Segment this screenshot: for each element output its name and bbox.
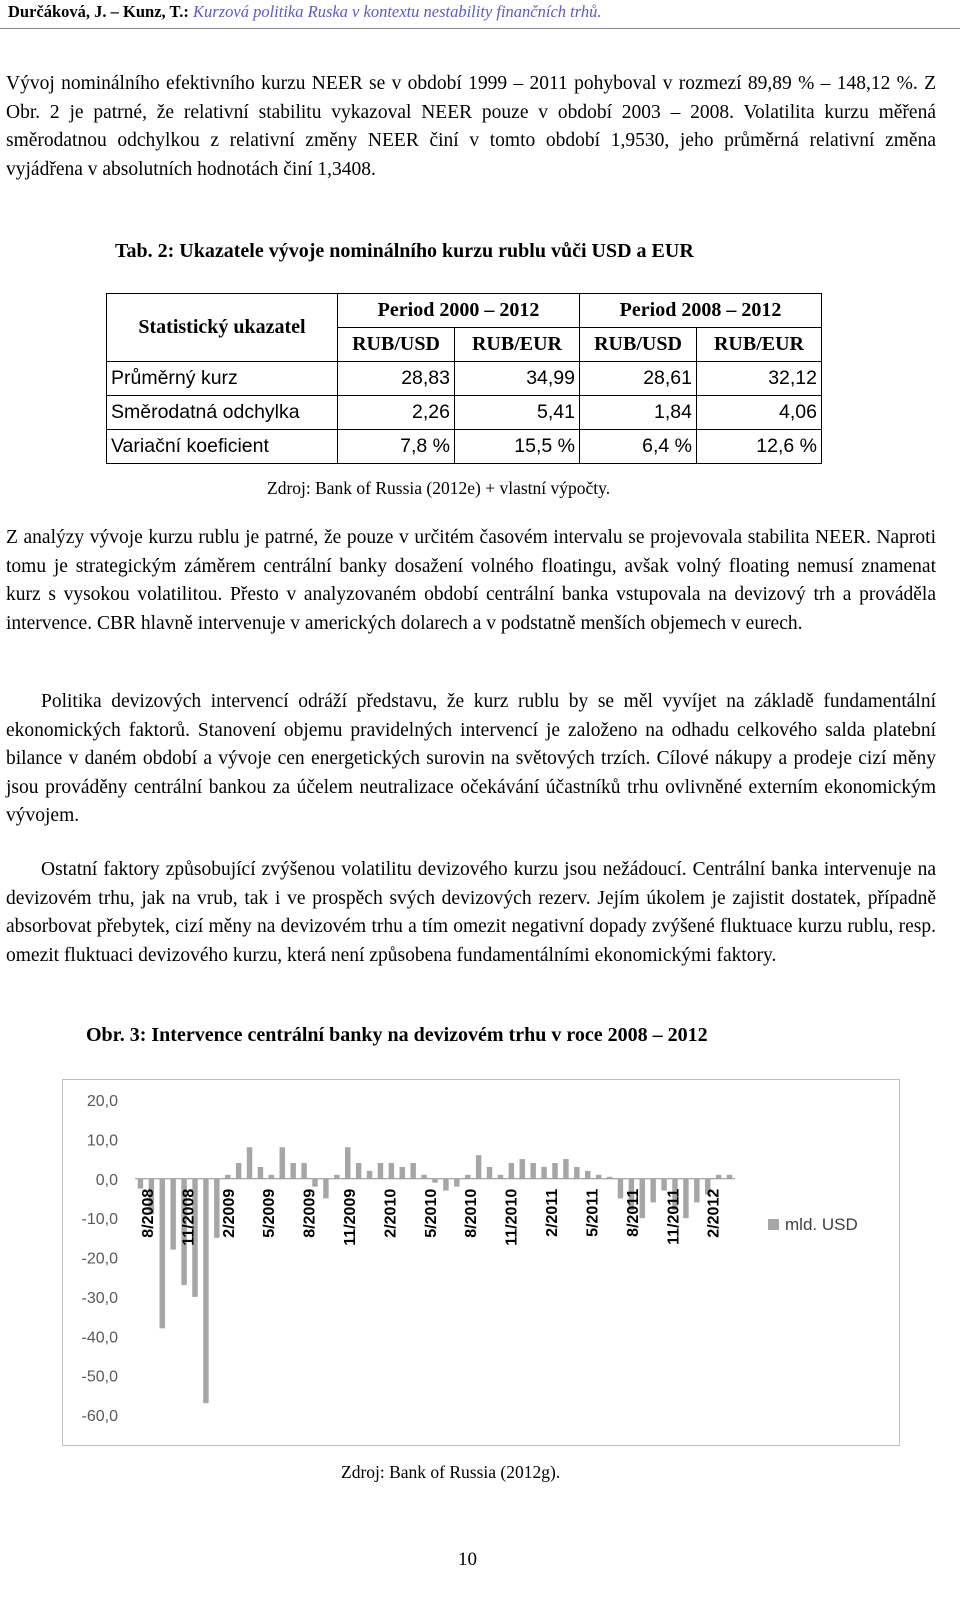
bar [541,1167,546,1179]
x-tick-label: 2/2010 [382,1188,400,1238]
table-cell: 32,12 [697,362,822,396]
bar [716,1175,721,1179]
statistics-table [106,293,822,464]
bar [607,1177,612,1179]
bar [727,1175,732,1179]
chart-svg [63,1080,899,1445]
bar [585,1171,590,1179]
x-tick-label: 8/2011 [624,1188,642,1237]
bar [203,1179,208,1403]
bar [236,1163,241,1179]
row-label: Variační koeficient [107,430,338,464]
table-cell: 34,99 [455,362,580,396]
bar [160,1179,165,1329]
table-source: Zdroj: Bank of Russia (2012e) + vlastní výpočty. [267,478,611,498]
legend-label: mld. USD [785,1215,858,1234]
table-cell: 28,61 [580,362,697,396]
x-tick-label: 5/2010 [422,1188,440,1238]
bar [280,1147,285,1179]
x-tick-label: 2/2011 [544,1188,562,1237]
x-tick-label: 5/2011 [584,1188,602,1237]
bar [258,1167,263,1179]
bar [574,1167,579,1179]
figure-caption: Obr. 3: Intervence centrální banky na devizovém trhu v roce 2008 – 2012 [86,1024,708,1046]
bar [214,1179,219,1238]
bar [334,1175,339,1179]
y-tick-label: -50,0 [81,1368,118,1386]
bar [454,1179,459,1187]
currency-header: RUB/EUR [697,328,822,362]
bar [476,1155,481,1179]
period-header-1: Period 2000 – 2012 [338,294,580,328]
bar [552,1163,557,1179]
currency-header: RUB/USD [580,328,697,362]
bar [269,1175,274,1179]
figure-source: Zdroj: Bank of Russia (2012g). [341,1462,561,1482]
bar [650,1179,655,1203]
x-tick-label: 8/2009 [301,1188,319,1238]
table-cell: 12,6 % [697,430,822,464]
y-tick-label: 20,0 [86,1093,118,1110]
page-number: 10 [458,1549,477,1570]
bar [356,1163,361,1179]
table-cell: 6,4 % [580,430,697,464]
table-cell: 5,41 [455,396,580,430]
bar [367,1171,372,1179]
x-tick-label: 11/2011 [665,1188,683,1245]
paragraph-policy: Politika devizových intervencí odráží představu, že kurz rublu by se měl vyvíjet na základě fundamentální ekonomických faktorů. Stanovení objemu pravidelných intervencí je založeno na odhadu celkového salda platební bilance v daném období a vývoje cen energetických surovin na světových trzích. Cílové nákupy a prodeje cizí měny jsou prováděny centrální bankou za účelem neutralizace očekávání účastníků trhu ovlivněné externím ekonomickým vývojem. [6,691,936,826]
bar [378,1163,383,1179]
table-header-row [107,294,822,328]
row-label: Směrodatná odchylka [107,396,338,430]
bar [400,1167,405,1179]
y-tick-label: -30,0 [81,1289,118,1307]
bar [563,1159,568,1179]
bar [694,1179,699,1203]
bar [443,1179,448,1191]
bar [421,1175,426,1179]
bar [530,1163,535,1179]
bar [138,1179,143,1189]
bar [345,1147,350,1179]
x-tick-label: 11/2010 [503,1188,521,1246]
bar [170,1179,175,1250]
intervention-chart [62,1079,900,1446]
table-cell: 28,83 [338,362,455,396]
table-corner-header: Statistický ukazatel [107,294,338,362]
y-tick-label: -60,0 [81,1408,118,1425]
period-header-2: Period 2008 – 2012 [580,294,822,328]
bar [487,1167,492,1179]
bar [410,1163,415,1179]
x-tick-label: 5/2009 [261,1188,279,1238]
bar [432,1179,437,1183]
header-rule [0,28,960,29]
table-caption: Tab. 2: Ukazatele vývoje nominálního kurzu rublu vůči USD a EUR [115,240,694,262]
table-cell: 7,8 % [338,430,455,464]
y-tick-label: 10,0 [86,1132,118,1150]
table-row [107,362,822,396]
table-cell: 2,26 [338,396,455,430]
x-tick-label: 11/2009 [342,1188,360,1246]
table-row [107,396,822,430]
bar [389,1163,394,1179]
bar [509,1163,514,1179]
row-label: Průměrný kurz [107,362,338,396]
bar [520,1159,525,1179]
x-tick-label: 11/2008 [180,1188,198,1246]
y-tick-label: -10,0 [81,1211,118,1229]
paragraph-factors: Ostatní faktory způsobující zvýšenou volatilitu devizového kurzu jsou nežádoucí. Centrální banka intervenuje na devizovém trhu, jak na vrub, tak i ve prospěch svých devizových rezerv. Jejím úkolem je zajistit dostatek, případně absorbovat přebytek, cizí měny na devizovém trhu a tím omezit negativní dopady zvýšené fluktuace kurzu rublu, resp. omezit fluktuaci devizového kurzu, která není způsobena fundamentálními ekonomickými faktory. [6,859,936,966]
legend-swatch [768,1219,779,1230]
y-tick-label: -20,0 [81,1250,118,1268]
header-authors: Durčáková, J. – Kunz, T.: [8,2,189,21]
bar [312,1179,317,1187]
table-cell: 15,5 % [455,430,580,464]
paragraph-analysis: Z analýzy vývoje kurzu rublu je patrné, že pouze v určitém časovém intervalu se projevovala stabilita NEER. Naproti tomu je strategickým záměrem centrální banky dosažení volného floatingu, avšak volný floating nemusí znamenat kurz s vysokou volatilitou. Přesto v analyzovaném období centrální banka vstupovala na devizový trh a prováděla intervence. CBR hlavně intervenuje v amerických dolarech a v podstatně menších objemech v eurech. [6,527,936,634]
y-tick-label: -40,0 [81,1329,118,1347]
bar [683,1179,688,1218]
paragraph-neer: Vývoj nominálního efektivního kurzu NEER se v období 1999 – 2011 pohyboval v rozmezí 89,89 % – 148,12 %. Z Obr. 2 je patrné, že relativní stabilitu vykazoval NEER pouze v období 2003 – 2008. Volatilita kurzu měřená směrodatnou odchylkou z relativní změny NEER činí v tomto období 1,9530, jeho průměrná relativní změna vyjádřena v absolutních hodnotách činí 1,3408. [6,73,936,180]
bar [596,1175,601,1179]
currency-header: RUB/EUR [455,328,580,362]
y-tick-label: 0,0 [95,1171,118,1189]
bar [301,1163,306,1179]
bar [247,1147,252,1179]
table-cell: 4,06 [697,396,822,430]
x-tick-label: 8/2010 [463,1188,481,1238]
currency-header: RUB/USD [338,328,455,362]
bar [465,1175,470,1179]
x-tick-label: 2/2012 [705,1188,723,1238]
header-title: Kurzová politika Ruska v kontextu nestability finančních trhů. [193,2,602,21]
table-cell: 1,84 [580,396,697,430]
bar [225,1175,230,1179]
x-tick-label: 2/2009 [220,1188,238,1238]
bar [618,1179,623,1199]
bar [323,1179,328,1199]
bar [498,1175,503,1179]
bar [290,1163,295,1179]
table-row [107,430,822,464]
x-tick-label: 8/2008 [140,1188,157,1238]
running-header [8,2,602,22]
